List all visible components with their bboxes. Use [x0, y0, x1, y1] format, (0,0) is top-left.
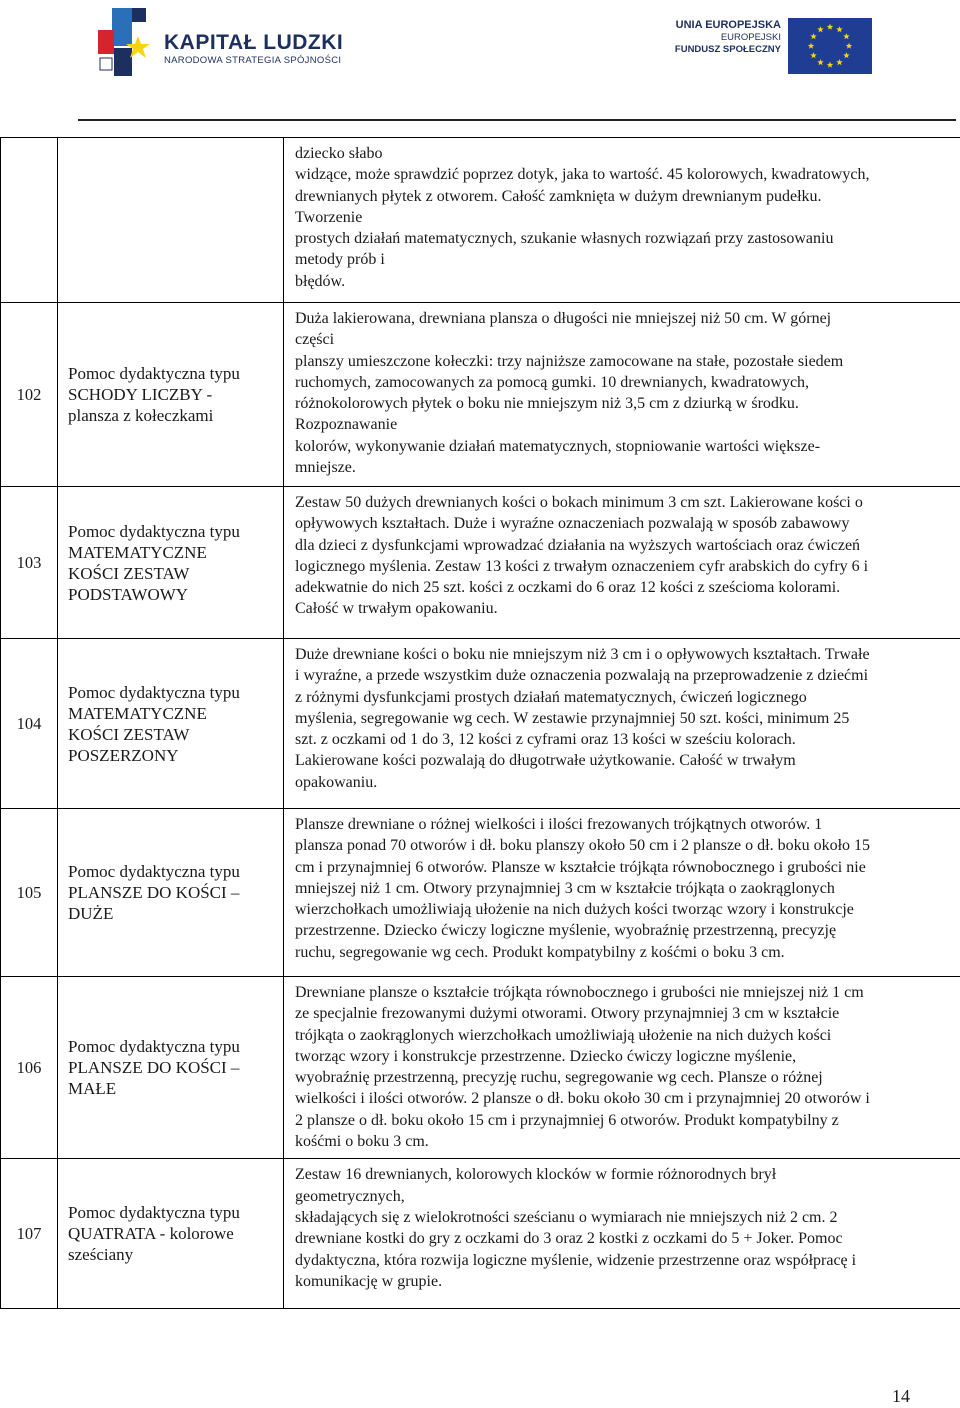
item-number: 105 [1, 809, 58, 977]
item-name [58, 138, 284, 303]
item-description-line: Tworzenie [295, 208, 363, 226]
kapital-ludzki-subtitle: NARODOWA STRATEGIA SPÓJNOŚCI [164, 55, 342, 66]
item-name-line: Pomoc dydaktyczna typu [68, 862, 240, 881]
item-description-line: widzące, może sprawdzić poprzez dotyk, jaka to wartość. 45 kolorowych, kwadratowych, [295, 166, 870, 184]
item-name-line: MATEMATYCZNE [68, 703, 207, 723]
eu-line1: UNIA EUROPEJSKA [675, 19, 781, 31]
item-description-line: ze specjalnie frezowanymi dużymi otworami. Otwory przynajmniej 3 cm w kształcie [295, 1005, 840, 1023]
item-description-line: Zestaw 16 drewnianych, kolorowych klocków w formie różnorodnych brył [295, 1166, 777, 1184]
item-description-line: geometrycznych, [295, 1187, 405, 1205]
item-description-line: kośćmi o boku 3 cm. [295, 1133, 429, 1151]
item-description-line: wyobraźnię przestrzenną, precyzję ruchu, segregowanie wg cech. Plansze o różnej [295, 1069, 823, 1087]
item-description-line: wielkości i ilości otworów. 2 plansze o dł. boku około 30 cm i przynajmniej 20 otworów i [295, 1090, 870, 1108]
item-description-line: z różnymi dysfunkcjami prostych działań matematycznych, ćwiczeń logicznego [295, 688, 807, 706]
item-name-line: sześciany [68, 1245, 134, 1265]
item-description-line: dydaktyczna, która rozwija logiczne myślenie, widzenie przestrzenne oraz współpracę i [295, 1251, 857, 1269]
item-description-line: szt. z oczkami od 1 do 3, 12 kości z cyframi oraz 13 kości w sześciu kolorach. [295, 731, 796, 749]
item-name-line: Pomoc dydaktyczna typu [68, 682, 240, 702]
item-name-line: Pomoc dydaktyczna typu [68, 1203, 240, 1223]
item-description-line: tworząc wzory i konstrukcje przestrzenne. Dziecko ćwiczy logiczne myślenie, [295, 1047, 797, 1065]
item-description-line: i wyraźne, a przede wszystkim duże oznaczenia pozwalają na przeprowadzenie z dziećmi [295, 667, 869, 685]
page-number: 14 [892, 1386, 910, 1406]
item-name-line: Pomoc dydaktyczna typu [68, 364, 240, 383]
item-name-line: SCHODY LICZBY - [68, 385, 213, 404]
item-description-line: logicznego myślenia. Zestaw 13 kości z trwałym oznaczeniem cyfr arabskich do cyfry 6 i [295, 557, 869, 575]
kapital-ludzki-title: KAPITAŁ LUDZKI [164, 31, 344, 54]
products-table [0, 137, 960, 1309]
table-row [1, 487, 960, 639]
item-description-line: prostych działań matematycznych, szukanie własnych rozwiązań przy zastosowaniu [295, 230, 834, 248]
eu-flag-icon [788, 18, 872, 74]
table-row [1, 977, 960, 1159]
item-description-line: Całość w trwałym opakowaniu. [295, 600, 498, 618]
item-description-line: trójkąta o zaokrąglonych wierzchołkach umożliwiają ułożenie na nich dużych kości [295, 1026, 832, 1044]
item-name-line: KOŚCI ZESTAW [68, 563, 190, 583]
item-description-line: 2 plansze o dł. boku około 15 cm i przynajmniej 6 otworów. Produkt kompatybilny z [295, 1111, 839, 1129]
item-name-line: PODSTAWOWY [68, 584, 189, 604]
item-name-line: MATEMATYCZNE [68, 542, 207, 562]
item-name-line: PLANSZE DO KOŚCI – [68, 883, 240, 902]
item-name-line: MAŁE [68, 1079, 117, 1099]
kapital-ludzki-text [164, 32, 343, 67]
eu-text [660, 18, 781, 56]
item-description-line: Rozpoznawanie [295, 416, 398, 434]
item-description [284, 809, 960, 977]
page-header [0, 0, 960, 122]
item-description-line: myślenia, segregowanie wg cech. W zestawie przynajmniej 50 szt. kości, minimum 25 [295, 709, 850, 727]
table-row [1, 639, 960, 809]
table-row [1, 138, 960, 303]
item-number: 104 [1, 639, 58, 809]
eu-line2: EUROPEJSKI [720, 32, 781, 43]
item-description [284, 977, 960, 1159]
item-name-line: POSZERZONY [68, 745, 179, 765]
item-description-line: plansza ponad 70 otworów i dł. boku planszy około 50 cm i 2 plansze o dł. boku około 15 [295, 837, 871, 855]
item-description-line: mniejsze. [295, 459, 356, 477]
item-description-line: metody prób i [295, 251, 385, 269]
item-description-line: komunikację w grupie. [295, 1272, 443, 1290]
item-description-line: cm i przynajmniej 6 otworów. Plansze w kształcie trójkąta równobocznego i grubości nie [295, 858, 866, 876]
header-divider [78, 119, 956, 121]
item-name [58, 1159, 284, 1309]
item-description-line: planszy umieszczone kołeczki: trzy najniższe zamocowane na stałe, pozostałe siedem [295, 352, 844, 370]
products-table-body [1, 138, 960, 1309]
table-row [1, 809, 960, 977]
item-name-line: KOŚCI ZESTAW [68, 724, 190, 744]
item-description-line: Lakierowane kości pozwalają do długotrwałe użytkowanie. Całość w trwałym [295, 752, 796, 770]
item-description-line: składających się z wielokrotności sześcianu o wymiarach nie mniejszych niż 2 cm. 2 [295, 1208, 838, 1226]
item-description-line: opływowych kształtach. Duże i wyraźne oznaczeniach pozwalają w sposób zabawowy [295, 515, 850, 533]
item-description [284, 138, 960, 303]
item-description-line: Duża lakierowana, drewniana plansza o długości nie mniejszej niż 50 cm. W górnej [295, 310, 832, 327]
item-name [58, 487, 284, 639]
item-description-line: kolorów, wykonywanie działań matematycznych, stopniowanie wartości większe- [295, 437, 821, 455]
item-name-line: Pomoc dydaktyczna typu [68, 1037, 240, 1057]
item-description-line: Plansze drewniane o różnej wielkości i ilości frezowanych trójkątnych otworów. 1 [295, 816, 823, 833]
item-description-line: ruchomych, zamocowanych za pomocą gumki. 10 drewnianych, kwadratowych, [295, 373, 810, 391]
item-name-line: Pomoc dydaktyczna typu [68, 521, 240, 541]
item-description-line: wierzchołkach umożliwiają ułożenie na nich dużych kości tworząc wzory i konstrukcje [295, 901, 854, 919]
item-description-line: błędów. [295, 272, 346, 290]
item-description [284, 303, 960, 487]
item-description-line: Duże drewniane kości o boku nie mniejszym niż 3 cm i o opływowych kształtach. Trwałe [295, 646, 870, 663]
item-description-line: części [295, 331, 335, 349]
item-name [58, 977, 284, 1159]
item-description-line: różnokolorowych płytek o boku nie mniejszym niż 3,5 cm z dziurką w środku. [295, 395, 799, 413]
table-row [1, 303, 960, 487]
item-number: 107 [1, 1159, 58, 1309]
item-number [1, 138, 58, 303]
item-name [58, 303, 284, 487]
item-name-line: PLANSZE DO KOŚCI – [68, 1058, 240, 1078]
item-description [284, 487, 960, 639]
eu-line3: FUNDUSZ SPOŁECZNY [674, 44, 781, 55]
item-description-line: dla dzieci z dysfunkcjami wprowadzać działania na wyższych wartościach oraz ćwiczeń [295, 536, 861, 554]
item-description-line: dziecko słabo [295, 145, 383, 162]
eu-logo [660, 18, 875, 76]
item-name-line: DUŻE [68, 904, 114, 923]
item-description [284, 639, 960, 809]
item-description-line: drewnianych płytek z otworem. Całość zamknięta w dużym drewnianym pudełku. [295, 187, 822, 205]
item-number: 102 [1, 303, 58, 487]
item-description-line: Drewniane plansze o kształcie trójkąta równobocznego i grubości nie mniejszej niż 1 cm [295, 984, 864, 1001]
item-description-line: opakowaniu. [295, 773, 378, 791]
item-name-line: plansza z kołeczkami [68, 406, 214, 425]
item-description [284, 1159, 960, 1309]
kapital-ludzki-logo [92, 6, 362, 78]
item-description-line: drewniane kostki do gry z oczkami do 3 oraz 2 kostki z oczkami do 5 + Joker. Pomoc [295, 1230, 843, 1248]
item-description-line: adekwatnie do nich 25 szt. kości z oczkami do 6 oraz 12 kości z sześcioma kolorami. [295, 579, 841, 597]
table-row [1, 1159, 960, 1309]
item-name-line: QUATRATA - kolorowe [68, 1224, 234, 1244]
item-number: 103 [1, 487, 58, 639]
item-number: 106 [1, 977, 58, 1159]
item-description-line: ruchu, segregowanie wg cech. Produkt kompatybilny z kośćmi o boku 3 cm. [295, 943, 785, 961]
item-description-line: mniejszej niż 1 cm. Otwory przynajmniej 3 cm w kształcie trójkąta o zaokrąglonych [295, 879, 835, 897]
item-description-line: Zestaw 50 dużych drewnianych kości o bokach minimum 3 cm szt. Lakierowane kości o [295, 494, 863, 511]
item-name [58, 809, 284, 977]
kapital-ludzki-mark-icon [92, 6, 158, 78]
item-name [58, 639, 284, 809]
item-description-line: przestrzenne. Dziecko ćwiczy logiczne myślenie, wyobraźnię przestrzenną, precyzję [295, 922, 837, 940]
